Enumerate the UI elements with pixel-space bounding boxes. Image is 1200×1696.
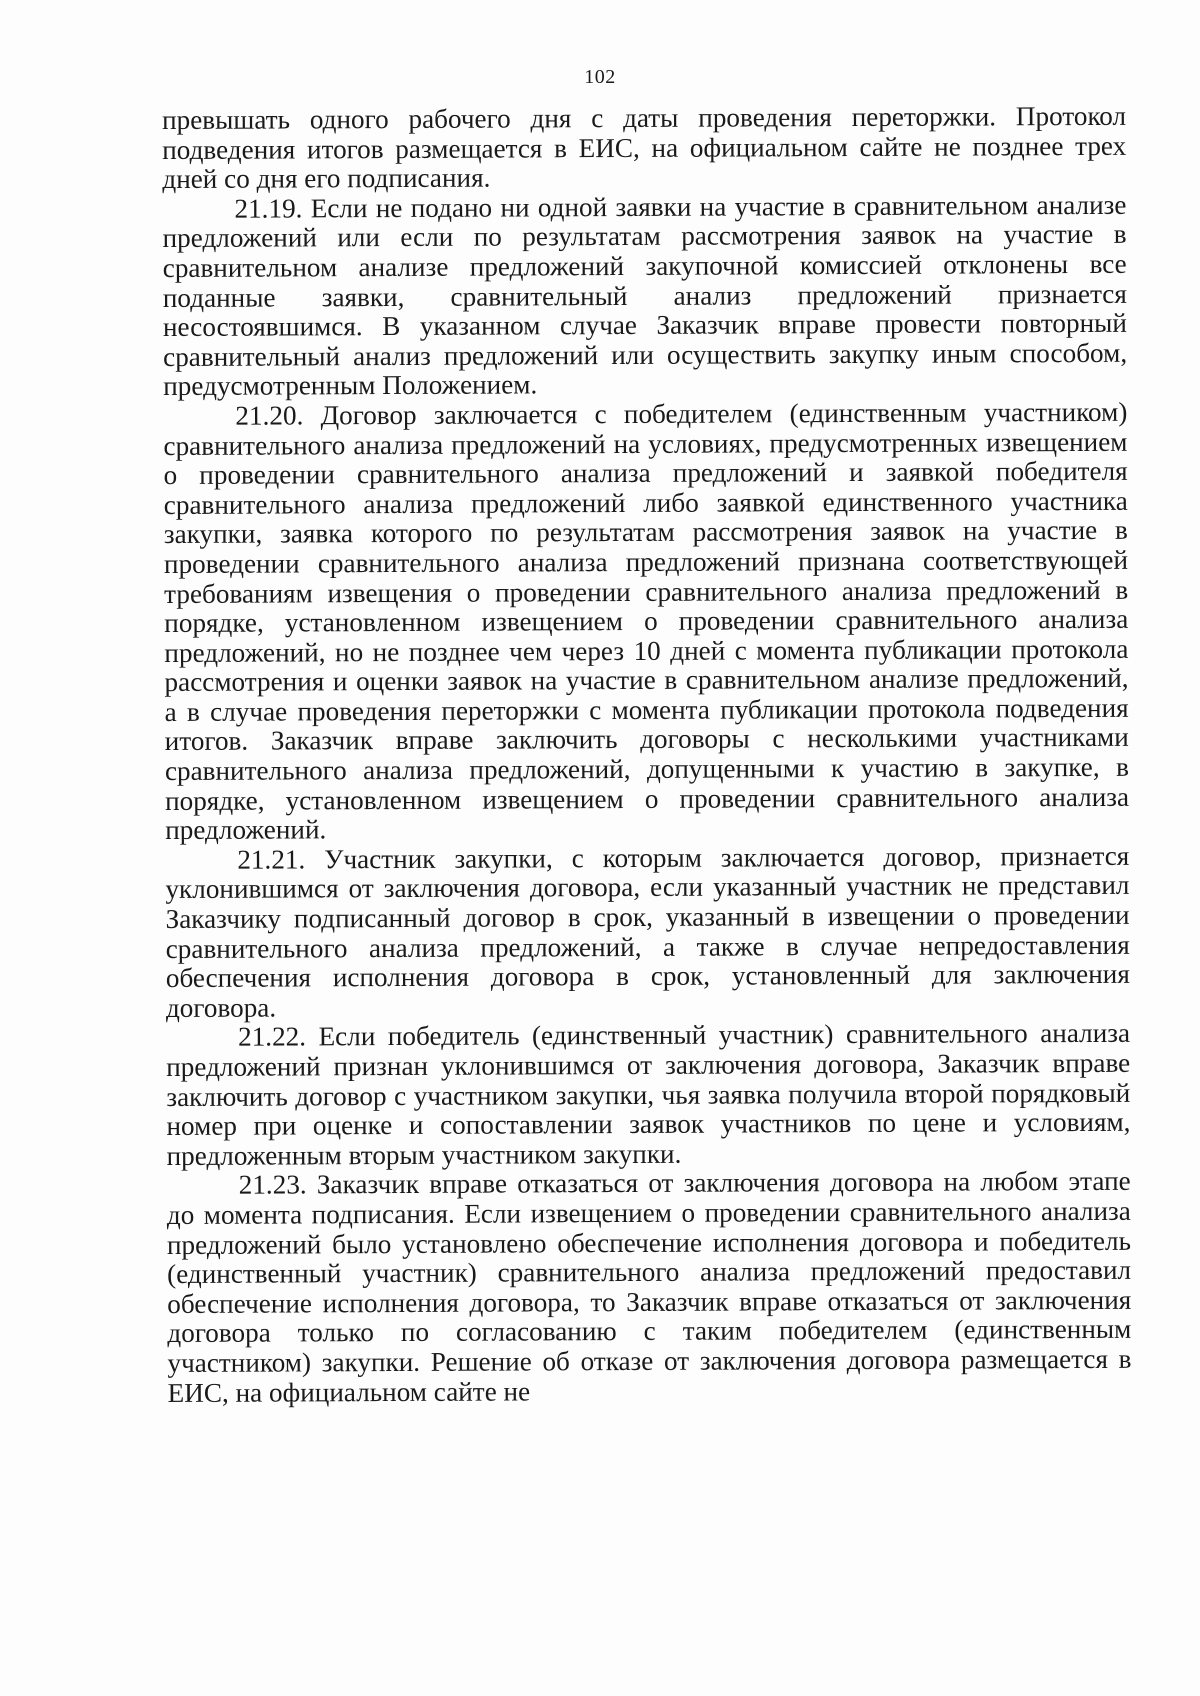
page-number: 102 (584, 66, 616, 88)
paragraph-21-20: 21.20. Договор заключается с победителем (единственным участником) сравнительного анализа предложений на условиях, предусмотренных извещением о проведении сравнительного анализа предложений и заявкой победителя сравнительного анализа предложений либо заявкой единственного участника закупки, заявка которого по результатам рассмотрения заявок на участие в проведении сравнительного анализа предложений признана соответствующей требованиям извещения о проведении сравнительного анализа предложений в порядке, установленном извещением о проведении сравнительного анализа предложений, но не позднее чем через 10 дней с момента публикации протокола рассмотрения и оценки заявок на участие в сравнительном анализе предложений, а в случае проведения переторжки с момента публикации протокола подведения итогов. Заказчик вправе заключить договоры с несколькими участниками сравнительного анализа предложений, допущенными к участию в закупке, в порядке, установленном извещением о проведении сравнительного анализа предложений. (163, 396, 1130, 846)
document-body (162, 102, 1132, 1408)
paragraph-21-23: 21.23. Заказчик вправе отказаться от заключения договора на любом этапе до момента подписания. Если извещением о проведении сравнительного анализа предложений было установлено обеспечение исполнения договора и победитель (единственный участник) сравнительного анализа предложений предоставил обеспечение исполнения договора, то Заказчик вправе отказаться от заключения договора только по согласованию с таким победителем (единственным участником) закупки. Решение об отказе от заключения договора размещается в ЕИС, на официальном сайте не (166, 1166, 1132, 1408)
paragraph-21-21: 21.21. Участник закупки, с которым заключается договор, признается уклонившимся от заключения договора, если указанный участник не представил Заказчику подписанный договор в срок, указанный в извещении о проведении сравнительного анализа предложений, а также в случае непредоставления обеспечения исполнения договора в срок, установленный для заключения договора. (165, 840, 1130, 1023)
paragraph-21-22: 21.22. Если победитель (единственный участник) сравнительного анализа предложений признан уклонившимся от заключения договора, Заказчик вправе заключить договор с участником закупки, чья заявка получила второй порядковый номер при оценке и сопоставлении заявок участников по цене и условиям, предложенным вторым участником закупки. (166, 1018, 1131, 1171)
paragraph-21-19: 21.19. Если не подано ни одной заявки на участие в сравнительном анализе предложений или если по результатам рассмотрения заявок на участие в сравнительном анализе предложений закупочной комиссией отклонены все поданные заявки, сравнительный анализ предложений признается несостоявшимся. В указанном случае Заказчик вправе провести повторный сравнительный анализ предложений или осуществить закупку иным способом, предусмотренным Положением. (162, 189, 1128, 402)
paragraph-continuation: превышать одного рабочего дня с даты проведения переторжки. Протокол подведения итогов размещается в ЕИС, на официальном сайте не позднее трех дней со дня его подписания. (161, 100, 1127, 195)
